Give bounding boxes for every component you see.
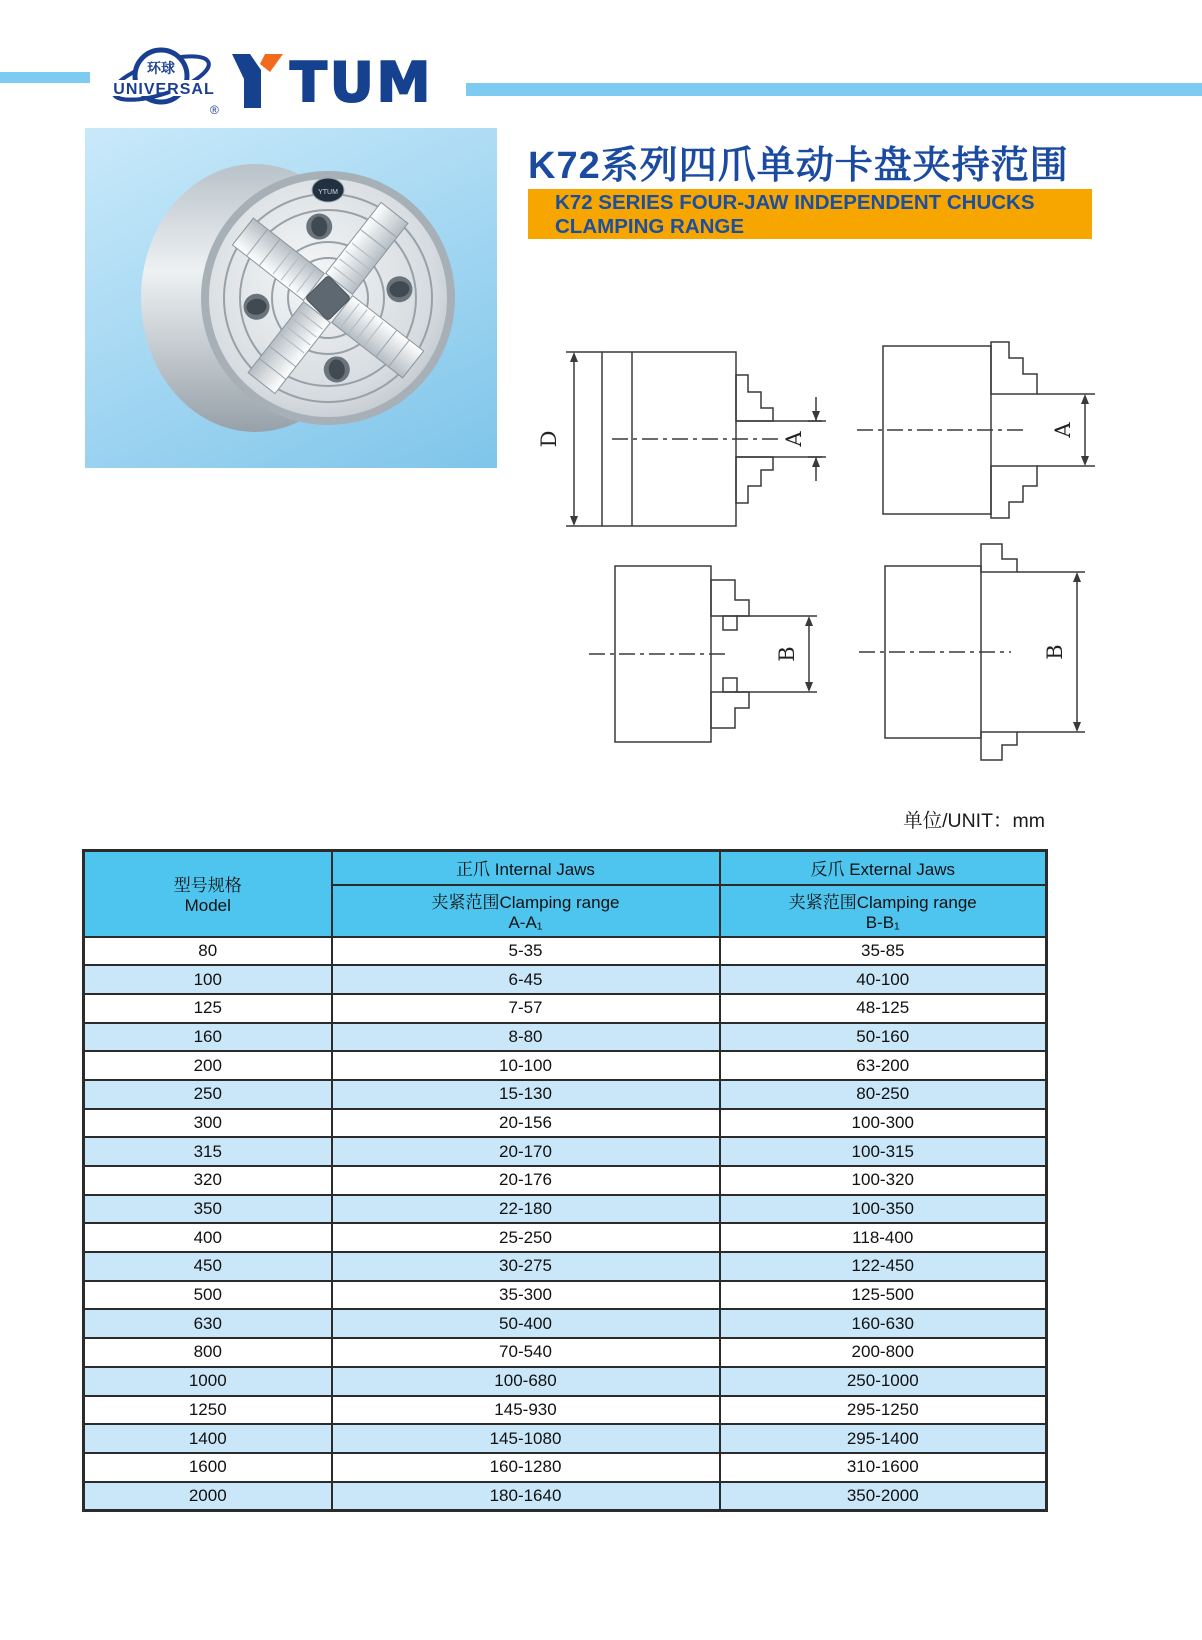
cell-model: 2000 [84, 1482, 332, 1511]
cell-range-b: 80-250 [720, 1080, 1047, 1109]
cell-range-a: 100-680 [332, 1367, 720, 1396]
table-row [84, 1080, 1047, 1109]
spec-table [82, 849, 1048, 1512]
cell-model: 300 [84, 1109, 332, 1138]
cell-range-a: 20-156 [332, 1109, 720, 1138]
table-row [84, 965, 1047, 994]
diagram-external-jaws-large [845, 528, 1125, 768]
table-row [84, 1051, 1047, 1080]
subtitle-line2: CLAMPING RANGE [555, 215, 745, 238]
cell-range-b: 118-400 [720, 1223, 1047, 1252]
cell-range-a: 20-176 [332, 1166, 720, 1195]
brand-y-blue-icon [232, 54, 261, 108]
table-row [84, 1166, 1047, 1195]
header-accent-bar-right [466, 83, 1202, 96]
cell-range-a: 70-540 [332, 1338, 720, 1367]
registered-mark: ® [210, 103, 219, 117]
cell-range-b: 295-1400 [720, 1424, 1047, 1453]
cell-range-a: 25-250 [332, 1223, 720, 1252]
dim-label-a: A [782, 431, 806, 447]
cell-range-b: 125-500 [720, 1281, 1047, 1310]
clamping-range-label: 夹紧范围Clamping range [431, 893, 620, 912]
cell-range-b: 295-1250 [720, 1396, 1047, 1425]
cell-model: 400 [84, 1223, 332, 1252]
cell-range-a: 50-400 [332, 1309, 720, 1338]
cell-model: 80 [84, 937, 332, 966]
dim-label-a: A [1051, 422, 1075, 438]
cell-range-b: 310-1600 [720, 1453, 1047, 1482]
cell-range-b: 160-630 [720, 1309, 1047, 1338]
cell-range-a: 160-1280 [332, 1453, 720, 1482]
cell-range-a: 30-275 [332, 1252, 720, 1281]
range-b-label: B-B₁ [865, 913, 900, 932]
page-title: K72系列四爪单动卡盘夹持范围 [528, 145, 1069, 187]
logo-universal-text: UNIVERSAL [113, 81, 215, 98]
table-row [84, 1367, 1047, 1396]
table-row [84, 1252, 1047, 1281]
header-internal-jaws: 正爪 Internal Jaws [332, 851, 720, 885]
cell-model: 500 [84, 1281, 332, 1310]
header-model [84, 851, 332, 937]
cell-range-b: 50-160 [720, 1023, 1047, 1052]
cell-range-b: 48-125 [720, 994, 1047, 1023]
cell-model: 160 [84, 1023, 332, 1052]
cell-model: 1000 [84, 1367, 332, 1396]
cell-range-b: 40-100 [720, 965, 1047, 994]
table-row [84, 1338, 1047, 1367]
brand-wordmark [232, 52, 462, 110]
table-row [84, 994, 1047, 1023]
brand-tum-text: TUM [290, 52, 434, 110]
spec-table-body [84, 937, 1047, 1511]
cell-model: 250 [84, 1080, 332, 1109]
table-row [84, 1281, 1047, 1310]
header-clamping-range-a [332, 885, 720, 937]
table-row [84, 1023, 1047, 1052]
cell-model: 1250 [84, 1396, 332, 1425]
header-model-zh: 型号规格 [173, 876, 242, 896]
cell-range-a: 145-930 [332, 1396, 720, 1425]
cell-range-b: 100-315 [720, 1137, 1047, 1166]
table-row [84, 937, 1047, 966]
cell-model: 350 [84, 1195, 332, 1224]
cell-model: 450 [84, 1252, 332, 1281]
product-photo [85, 128, 497, 468]
cell-range-a: 5-35 [332, 937, 720, 966]
diagram-internal-jaws-bar [530, 320, 830, 535]
cell-model: 100 [84, 965, 332, 994]
cell-range-a: 15-130 [332, 1080, 720, 1109]
cell-range-b: 100-350 [720, 1195, 1047, 1224]
cell-model: 800 [84, 1338, 332, 1367]
subtitle-banner [528, 189, 1092, 239]
cell-range-a: 145-1080 [332, 1424, 720, 1453]
cell-range-b: 250-1000 [720, 1367, 1047, 1396]
cell-model: 630 [84, 1309, 332, 1338]
cell-model: 1400 [84, 1424, 332, 1453]
unit-label: 单位/UNIT：mm [903, 810, 1045, 832]
brand-y-orange-icon [260, 54, 283, 72]
cell-range-b: 350-2000 [720, 1482, 1047, 1511]
cell-model: 320 [84, 1166, 332, 1195]
table-row [84, 1195, 1047, 1224]
cell-range-a: 8-80 [332, 1023, 720, 1052]
dim-label-b: B [1043, 644, 1067, 660]
cell-range-a: 6-45 [332, 965, 720, 994]
table-row [84, 1109, 1047, 1138]
header-accent-bar-left [0, 72, 90, 83]
table-row [84, 1223, 1047, 1252]
logo-chinese-text: 环球 [147, 60, 175, 76]
chuck-badge-text: YTUM [318, 189, 338, 196]
cell-range-a: 7-57 [332, 994, 720, 1023]
cell-range-a: 22-180 [332, 1195, 720, 1224]
table-row [84, 1309, 1047, 1338]
table-row [84, 1424, 1047, 1453]
dim-label-b: B [775, 646, 799, 662]
cell-range-b: 122-450 [720, 1252, 1047, 1281]
header-external-jaws: 反爪 External Jaws [720, 851, 1047, 885]
cell-model: 200 [84, 1051, 332, 1080]
cell-range-a: 20-170 [332, 1137, 720, 1166]
cell-model: 125 [84, 994, 332, 1023]
cell-range-a: 10-100 [332, 1051, 720, 1080]
dim-label-d: D [537, 430, 561, 448]
cell-range-b: 63-200 [720, 1051, 1047, 1080]
table-row [84, 1482, 1047, 1511]
subtitle-line1: K72 SERIES FOUR-JAW INDEPENDENT CHUCKS [555, 191, 1035, 214]
table-row [84, 1453, 1047, 1482]
cell-model: 1600 [84, 1453, 332, 1482]
diagram-external-jaws-small [565, 528, 845, 763]
table-row [84, 1396, 1047, 1425]
header-model-en: Model [184, 896, 231, 916]
cell-range-b: 100-320 [720, 1166, 1047, 1195]
range-a-label: A-A₁ [508, 913, 543, 932]
cell-range-a: 180-1640 [332, 1482, 720, 1511]
cell-model: 315 [84, 1137, 332, 1166]
clamping-range-label: 夹紧范围Clamping range [788, 893, 977, 912]
table-row [84, 1137, 1047, 1166]
cell-range-a: 35-300 [332, 1281, 720, 1310]
cell-range-b: 200-800 [720, 1338, 1047, 1367]
header-clamping-range-b [720, 885, 1047, 937]
cell-range-b: 100-300 [720, 1109, 1047, 1138]
cell-range-b: 35-85 [720, 937, 1047, 966]
universal-logo [106, 42, 232, 126]
diagram-internal-jaws-bore [845, 320, 1125, 535]
